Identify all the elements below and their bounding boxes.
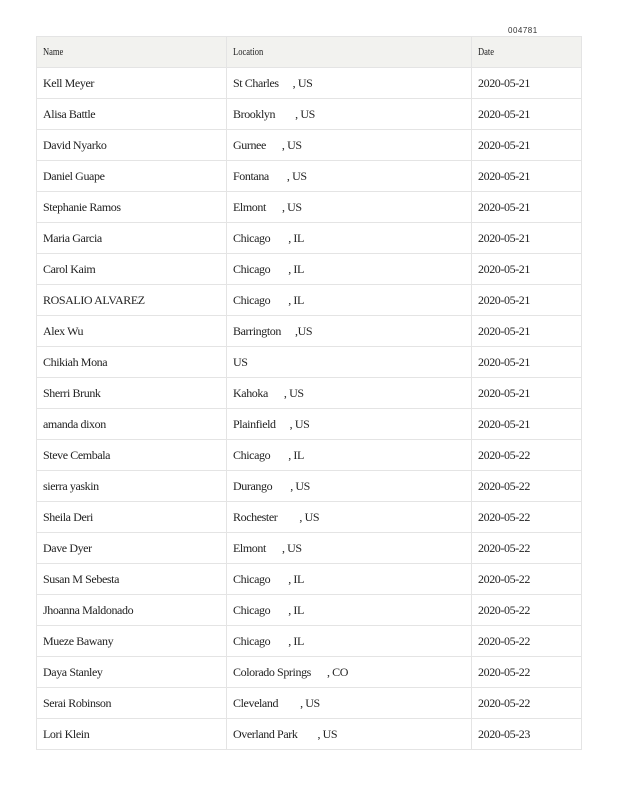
cell-location bbox=[227, 533, 472, 564]
cell-name: Steve Cembala bbox=[37, 440, 227, 471]
location-region: , IL bbox=[288, 633, 304, 648]
table-row bbox=[37, 316, 582, 347]
cell-name: Dave Dyer bbox=[37, 533, 227, 564]
table-row bbox=[37, 533, 582, 564]
cell-date: 2020-05-21 bbox=[472, 130, 582, 161]
column-header-date bbox=[472, 37, 582, 68]
column-header-date-label: Date bbox=[478, 46, 495, 58]
location-city: Chicago bbox=[233, 261, 271, 276]
location-region: , US bbox=[286, 168, 307, 183]
table-row bbox=[37, 657, 582, 688]
location-region: , US bbox=[281, 199, 302, 214]
cell-location bbox=[227, 564, 472, 595]
location-region: , US bbox=[299, 509, 320, 524]
cell-date: 2020-05-21 bbox=[472, 316, 582, 347]
cell-date: 2020-05-21 bbox=[472, 68, 582, 99]
cell-location bbox=[227, 471, 472, 502]
cell-date: 2020-05-21 bbox=[472, 99, 582, 130]
location-city: Chicago bbox=[233, 571, 271, 586]
table-row bbox=[37, 254, 582, 285]
table-row bbox=[37, 68, 582, 99]
location-region: , US bbox=[300, 695, 320, 710]
cell-name: ROSALIO ALVAREZ bbox=[37, 285, 227, 316]
cell-name: Sherri Brunk bbox=[37, 378, 227, 409]
table-row bbox=[37, 285, 582, 316]
cell-date: 2020-05-22 bbox=[472, 688, 582, 719]
table-row bbox=[37, 626, 582, 657]
page-id: 004781 bbox=[508, 26, 538, 35]
table-row bbox=[37, 223, 582, 254]
cell-date: 2020-05-21 bbox=[472, 254, 582, 285]
cell-name: Daya Stanley bbox=[37, 657, 227, 688]
table-row bbox=[37, 409, 582, 440]
cell-location bbox=[227, 688, 472, 719]
location-city: Chicago bbox=[233, 602, 271, 617]
location-city: Brooklyn bbox=[233, 106, 276, 121]
cell-name: Alisa Battle bbox=[37, 99, 227, 130]
cell-location bbox=[227, 192, 472, 223]
cell-location bbox=[227, 719, 472, 750]
location-city: Fontana bbox=[233, 168, 269, 183]
cell-date: 2020-05-22 bbox=[472, 502, 582, 533]
cell-date: 2020-05-21 bbox=[472, 347, 582, 378]
location-city: Chicago bbox=[233, 633, 271, 648]
location-city: Elmont bbox=[233, 540, 266, 555]
cell-date: 2020-05-21 bbox=[472, 192, 582, 223]
location-city: US bbox=[233, 354, 248, 369]
cell-location bbox=[227, 161, 472, 192]
location-region: , US bbox=[295, 106, 315, 121]
cell-name: David Nyarko bbox=[37, 130, 227, 161]
cell-date: 2020-05-23 bbox=[472, 719, 582, 750]
location-city: Rochester bbox=[233, 509, 278, 524]
cell-location bbox=[227, 595, 472, 626]
cell-date: 2020-05-22 bbox=[472, 471, 582, 502]
cell-name: amanda dixon bbox=[37, 409, 227, 440]
location-region: , IL bbox=[288, 230, 304, 245]
table-row bbox=[37, 719, 582, 750]
location-region: , US bbox=[292, 75, 313, 90]
location-region: , IL bbox=[288, 261, 304, 276]
cell-date: 2020-05-22 bbox=[472, 533, 582, 564]
location-region: , US bbox=[290, 478, 310, 493]
location-city: Durango bbox=[233, 478, 273, 493]
cell-location bbox=[227, 316, 472, 347]
cell-date: 2020-05-21 bbox=[472, 223, 582, 254]
cell-location bbox=[227, 502, 472, 533]
cell-name: Carol Kaim bbox=[37, 254, 227, 285]
cell-location bbox=[227, 657, 472, 688]
signers-table bbox=[36, 36, 582, 750]
location-city: St Charles bbox=[233, 75, 279, 90]
cell-location bbox=[227, 223, 472, 254]
column-header-name-label: Name bbox=[43, 46, 64, 58]
cell-name: Serai Robinson bbox=[37, 688, 227, 719]
column-header-name bbox=[37, 37, 227, 68]
cell-location bbox=[227, 254, 472, 285]
cell-location bbox=[227, 285, 472, 316]
cell-date: 2020-05-21 bbox=[472, 409, 582, 440]
location-city: Gurnee bbox=[233, 137, 266, 152]
location-region: , IL bbox=[288, 571, 304, 586]
cell-date: 2020-05-21 bbox=[472, 161, 582, 192]
table-row bbox=[37, 564, 582, 595]
cell-location bbox=[227, 68, 472, 99]
cell-name: Maria Garcia bbox=[37, 223, 227, 254]
table-row bbox=[37, 192, 582, 223]
cell-date: 2020-05-22 bbox=[472, 626, 582, 657]
location-city: Barrington bbox=[233, 323, 281, 338]
table-row bbox=[37, 595, 582, 626]
location-city: Plainfield bbox=[233, 416, 276, 431]
cell-date: 2020-05-21 bbox=[472, 378, 582, 409]
location-city: Overland Park bbox=[233, 726, 298, 741]
table-row bbox=[37, 347, 582, 378]
cell-location bbox=[227, 409, 472, 440]
cell-date: 2020-05-22 bbox=[472, 595, 582, 626]
cell-name: Chikiah Mona bbox=[37, 347, 227, 378]
location-region: ,US bbox=[295, 323, 313, 338]
table-row bbox=[37, 471, 582, 502]
cell-location bbox=[227, 130, 472, 161]
table-body bbox=[37, 68, 582, 750]
table-row bbox=[37, 688, 582, 719]
cell-location bbox=[227, 378, 472, 409]
cell-name: Jhoanna Maldonado bbox=[37, 595, 227, 626]
cell-location bbox=[227, 99, 472, 130]
location-city: Colorado Springs bbox=[233, 664, 311, 679]
table-row bbox=[37, 440, 582, 471]
table-header-row bbox=[37, 37, 582, 68]
location-region: , US bbox=[289, 416, 310, 431]
cell-name: Lori Klein bbox=[37, 719, 227, 750]
table-row bbox=[37, 502, 582, 533]
column-header-location-label: Location bbox=[233, 46, 264, 58]
location-region: , CO bbox=[326, 664, 349, 679]
cell-name: Stephanie Ramos bbox=[37, 192, 227, 223]
cell-name: sierra yaskin bbox=[37, 471, 227, 502]
table-row bbox=[37, 378, 582, 409]
location-region: , US bbox=[281, 540, 302, 555]
cell-location bbox=[227, 626, 472, 657]
location-region: , IL bbox=[288, 602, 304, 617]
cell-name: Susan M Sebesta bbox=[37, 564, 227, 595]
cell-name: Kell Meyer bbox=[37, 68, 227, 99]
cell-name: Alex Wu bbox=[37, 316, 227, 347]
location-city: Chicago bbox=[233, 447, 271, 462]
cell-date: 2020-05-22 bbox=[472, 440, 582, 471]
location-region: , IL bbox=[288, 447, 304, 462]
location-region: , IL bbox=[288, 292, 304, 307]
column-header-location bbox=[227, 37, 472, 68]
cell-name: Sheila Deri bbox=[37, 502, 227, 533]
location-city: Chicago bbox=[233, 230, 271, 245]
cell-date: 2020-05-22 bbox=[472, 657, 582, 688]
table-row bbox=[37, 99, 582, 130]
table-row bbox=[37, 161, 582, 192]
cell-location bbox=[227, 440, 472, 471]
cell-date: 2020-05-22 bbox=[472, 564, 582, 595]
location-region: , US bbox=[283, 385, 304, 400]
location-region: , US bbox=[317, 726, 338, 741]
location-city: Elmont bbox=[233, 199, 266, 214]
cell-name: Mueze Bawany bbox=[37, 626, 227, 657]
location-region: , US bbox=[281, 137, 302, 152]
cell-name: Daniel Guape bbox=[37, 161, 227, 192]
table-row bbox=[37, 130, 582, 161]
cell-date: 2020-05-21 bbox=[472, 285, 582, 316]
cell-location bbox=[227, 347, 472, 378]
location-city: Cleveland bbox=[233, 695, 279, 710]
location-city: Kahoka bbox=[233, 385, 268, 400]
location-city: Chicago bbox=[233, 292, 271, 307]
